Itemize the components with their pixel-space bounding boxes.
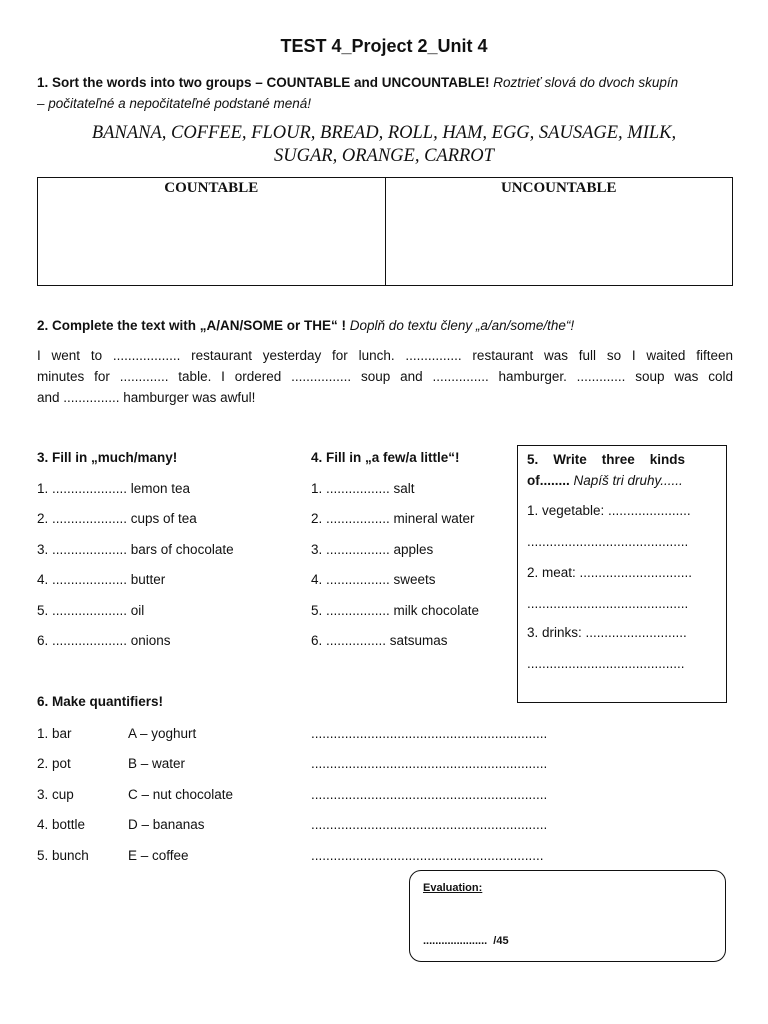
ex6-left-item: 5. bunch [37, 848, 89, 863]
ex6-right-item: B – water [128, 756, 186, 771]
ex6-left-item: 4. bottle [37, 817, 86, 832]
word-list-line2: SUGAR, ORANGE, CARROT [274, 146, 494, 166]
ex6-blank[interactable]: ............................................................... [311, 787, 548, 802]
ex4-item[interactable]: 3. ................. apples [311, 542, 434, 557]
ex6-blank[interactable]: .............................................................. [311, 848, 544, 863]
page-title: TEST 4_Project 2_Unit 4 [280, 36, 488, 56]
ex4-item[interactable]: 1. ................. salt [311, 481, 415, 496]
ex1-heading [37, 72, 737, 114]
ex2-heading [37, 315, 574, 336]
ex4-item[interactable]: 4. ................. sweets [311, 572, 436, 587]
ex2-heading-italic: Doplň do textu členy „a/an/some/the“! [346, 318, 575, 333]
ex4-item[interactable]: 6. ................ satsumas [311, 633, 448, 648]
ex5-item[interactable]: .......................................... [527, 656, 685, 671]
word-list-line1: BANANA, COFFEE, FLOUR, BREAD, ROLL, HAM, EGG, SAUSAGE, MILK, [91, 123, 677, 143]
ex6-heading: 6. Make quantifiers! [37, 694, 164, 709]
ex6-blank[interactable]: ............................................................... [311, 726, 548, 741]
ex6-right-item: E – coffee [128, 848, 189, 863]
ex6-blank[interactable]: ............................................................... [311, 817, 548, 832]
ex6-right-item: D – bananas [128, 817, 205, 832]
ex6-blank[interactable]: ............................................................... [311, 756, 548, 771]
ex2-heading-bold: 2. Complete the text with „A/AN/SOME or THE“ ! [37, 318, 347, 333]
ex6-right-item: C – nut chocolate [128, 787, 234, 802]
ex5-heading-line1: 5. Write three kinds [527, 452, 686, 467]
ex2-text[interactable] [37, 345, 733, 408]
ex3-item[interactable]: 4. .................... butter [37, 572, 166, 587]
ex3-item[interactable]: 1. .................... lemon tea [37, 481, 191, 496]
ex3-item[interactable]: 2. .................... cups of tea [37, 511, 197, 526]
ex1-heading-bold: 1. Sort the words into two groups – COUNTABLE and UNCOUNTABLE! [37, 75, 490, 90]
ex1-heading-italic: Roztrieť slová do dvoch skupín [489, 75, 679, 90]
ex5-item[interactable]: ........................................... [527, 596, 689, 611]
ex2-line3: and ............... hamburger was awful! [37, 390, 256, 405]
ex2-line1: I went to .................. restaurant yesterday for lunch. ............... restaurant was full so I waited fifteen [37, 348, 733, 363]
ex5-heading-bold: of........ [527, 473, 570, 488]
ex6-left-item: 2. pot [37, 756, 71, 771]
ex2-line2: minutes for ............. table. I ordered ................ soup and ............... hamburger. ............. soup was cold [37, 369, 733, 384]
ex5-heading-italic: Napíš tri druhy...... [569, 473, 683, 488]
sort-table [37, 177, 733, 286]
ex3-item[interactable]: 5. .................... oil [37, 603, 145, 618]
ex3-item[interactable]: 3. .................... bars of chocolate [37, 542, 234, 557]
word-list [36, 122, 732, 168]
ex5-item[interactable]: 1. vegetable: ...................... [527, 503, 691, 518]
ex3-heading: 3. Fill in „much/many! [37, 450, 178, 465]
ex5-item[interactable]: 3. drinks: ........................... [527, 625, 687, 640]
ex6-left-item: 3. cup [37, 787, 74, 802]
ex5-item[interactable]: ........................................... [527, 534, 689, 549]
ex4-heading: 4. Fill in „a few/a little“! [311, 450, 460, 465]
evaluation-score[interactable]: ..................... /45 [423, 935, 509, 947]
ex4-item[interactable]: 5. ................. milk chocolate [311, 603, 480, 618]
ex4-item[interactable]: 2. ................. mineral water [311, 511, 475, 526]
ex1-heading-line2: – počitateľné a nepočitateľné podstané mená! [37, 96, 312, 111]
countable-column[interactable]: COUNTABLE [38, 178, 386, 286]
ex6-right-item: A – yoghurt [128, 726, 197, 741]
ex5-heading-line2 [527, 473, 683, 488]
ex3-item[interactable]: 6. .................... onions [37, 633, 171, 648]
ex6-left-item: 1. bar [37, 726, 72, 741]
ex5-item[interactable]: 2. meat: .............................. [527, 565, 693, 580]
uncountable-column[interactable]: UNCOUNTABLE [385, 178, 733, 286]
evaluation-label: Evaluation: [423, 882, 483, 894]
